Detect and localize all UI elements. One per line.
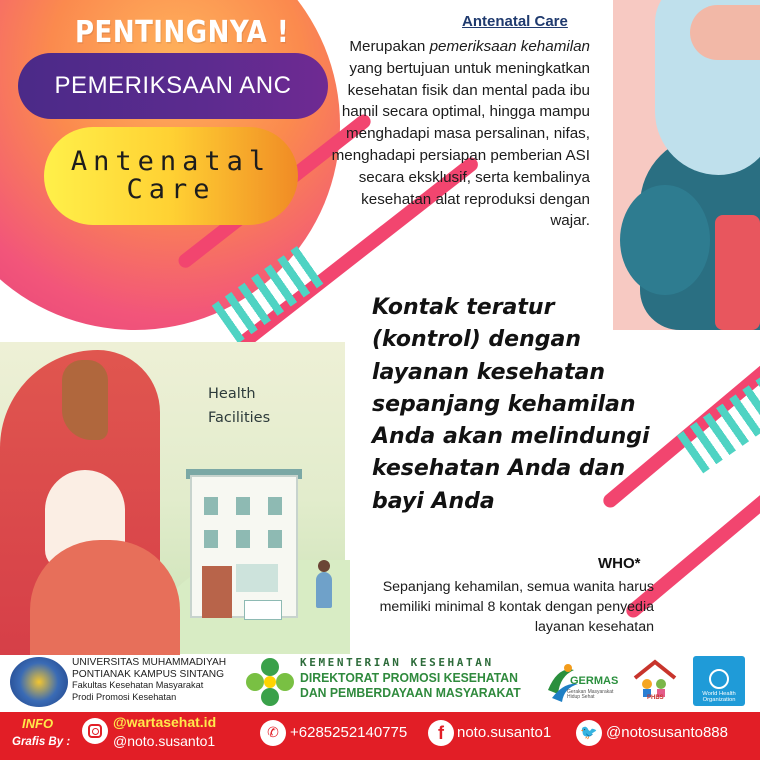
key-statement: Kontak teratur (kontrol) dengan layanan kesehatan sepanjang kehamilan Anda akan melindungi kesehatan Anda dan bayi Anda: [372, 295, 650, 514]
who-emblem-icon: [709, 669, 729, 689]
health-facilities-line2: Facilities: [208, 410, 271, 426]
antenatal-care-heading: Antenatal Care: [462, 13, 568, 30]
anc-pill: [18, 53, 328, 119]
kemkes-dir-line2: DAN PEMBERDAYAAN MASYARAKAT: [300, 685, 521, 700]
chair: [715, 215, 760, 330]
window: [236, 497, 250, 515]
door: [202, 566, 232, 618]
instagram-icon[interactable]: [82, 718, 108, 744]
kemkes-dir-line1: DIREKTORAT PROMOSI KESEHATAN: [300, 670, 518, 685]
who-logo-line1: World Health: [702, 691, 736, 697]
twitter-handle[interactable]: @notosusanto888: [606, 724, 728, 741]
anc-pill-label: PEMERIKSAAN ANC: [54, 72, 292, 99]
phbs-label: PHBS: [647, 695, 664, 701]
description-emphasis: pemeriksaan kehamilan: [429, 38, 590, 55]
germas-label: GERMAS: [570, 675, 619, 687]
footer-info-label: INFO: [22, 716, 54, 731]
description-part2: yang bertujuan untuk meningkatkan kesehatan fisik dan mental pada ibu hamil secara optimal, hingga mampu menghadapi masa persalinan, nifas, menghadapi persiapan pemberian ASI secara eksklusif, serta kembalinya kesehatan alat reproduksi dengan wajar.: [331, 59, 590, 230]
kemkes-logo-icon: [243, 655, 297, 707]
facebook-icon[interactable]: f: [428, 720, 454, 746]
who-recommendation: Sepanjang kehamilan, semua wanita harus memiliki minimal 8 kontak dengan penyedia layanan kesehatan: [379, 579, 654, 635]
health-facilities-line1: Health: [208, 386, 256, 402]
hospital-sign: [244, 600, 282, 620]
university-text: [72, 657, 226, 703]
walker-head: [318, 560, 330, 572]
window: [204, 530, 218, 548]
who-label: WHO*: [598, 555, 641, 572]
univ-line3: Fakultas Kesehatan Masyarakat: [72, 680, 204, 691]
kemkes-name: KEMENTERIAN KESEHATAN: [300, 656, 494, 669]
antenatal-care-line1: Antenatal: [70, 145, 272, 177]
antenatal-care-description: [318, 36, 590, 232]
health-facilities-label: [208, 382, 270, 430]
footer-grafis-label: Grafis By :: [12, 736, 71, 748]
window: [268, 497, 282, 515]
antenatal-care-line2: Care: [126, 174, 216, 205]
decorative-hatch: [677, 373, 760, 474]
whatsapp-number[interactable]: +6285252140775: [290, 724, 408, 741]
page-title: PENTINGNYA !: [75, 15, 290, 51]
who-logo: [693, 656, 745, 706]
twitter-icon[interactable]: 🐦: [576, 720, 602, 746]
window-large: [236, 564, 278, 592]
window: [268, 530, 282, 548]
univ-line4: Prodi Promosi Kesehatan: [72, 691, 177, 702]
facebook-handle[interactable]: noto.susanto1: [457, 724, 552, 741]
woman-belly: [620, 185, 710, 295]
window: [236, 530, 250, 548]
whatsapp-icon[interactable]: ✆: [260, 720, 286, 746]
germas-subtitle: Gerakan Masyarakat Hidup Sehat: [567, 689, 614, 700]
description-part1: Merupakan: [349, 38, 430, 55]
woman-face: [690, 5, 760, 60]
walker-body: [316, 572, 332, 608]
antenatal-care-pill: [44, 127, 298, 225]
woman-face: [62, 360, 108, 440]
univ-line2: PONTIANAK KAMPUS SINTANG: [72, 668, 225, 680]
kemkes-directorate: [300, 670, 521, 700]
university-emblem-icon: [10, 657, 68, 707]
window: [204, 497, 218, 515]
univ-line1: UNIVERSITAS MUHAMMADIYAH: [72, 657, 227, 668]
instagram-info-handle[interactable]: @wartasehat.id: [113, 714, 217, 730]
instagram-grafis-handle[interactable]: @noto.susanto1: [113, 733, 216, 749]
who-logo-line2: Organization: [702, 697, 736, 703]
